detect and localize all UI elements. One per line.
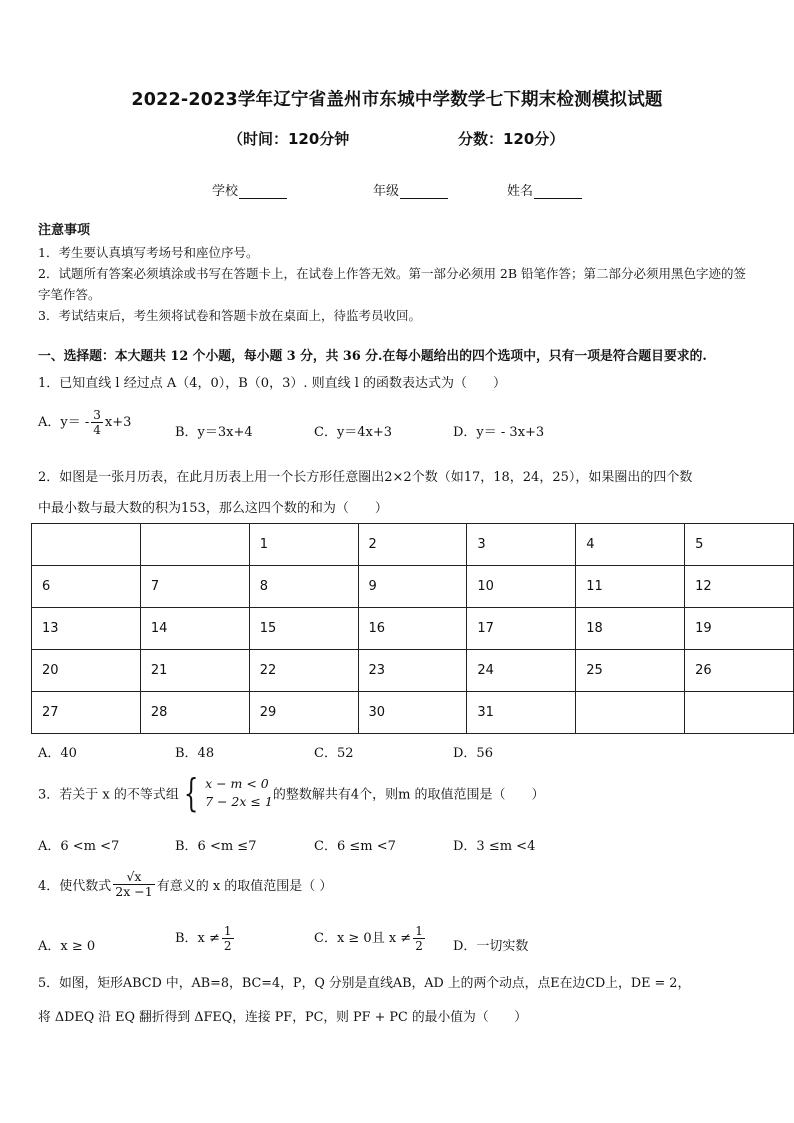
q3-option-c: C．6 ≤m <7 [314,839,396,854]
q1-option-c: C．y＝4x+3 [314,425,393,440]
calendar-row [32,650,794,692]
calendar-cell: 24 [467,650,576,692]
q2-option-c: C．52 [314,746,354,761]
name-label: 姓名 [507,184,534,199]
calendar-cell [685,692,794,734]
calendar-cell: 31 [467,692,576,734]
question-2-stem-line1: 2．如图是一张月历表，在此月历表上用一个长方形任意圈出2×2个数（如17，18，24，25），如果圈出的四个数 [38,470,693,485]
calendar-row [32,692,794,734]
calendar-cell: 19 [685,608,794,650]
q4-option-a: A．x ≥ 0 [38,939,96,954]
grade-label: 年级 [373,184,400,199]
q2-option-a: A．40 [38,746,77,761]
inequality-1: x − m < 0 [205,776,269,791]
q3-option-d: D．3 ≤m <4 [453,839,536,854]
calendar-cell: 27 [32,692,141,734]
name-field [507,180,582,199]
calendar-row [32,524,794,566]
calendar-cell [140,524,249,566]
question-3-stem [38,771,545,815]
calendar-cell: 4 [576,524,685,566]
calendar-cell: 15 [249,608,358,650]
q4-c-denominator: 2 [415,939,423,953]
calendar-cell: 13 [32,608,141,650]
calendar-cell: 9 [358,566,467,608]
calendar-cell: 1 [249,524,358,566]
q3-stem-suffix: 的整数解共有4个，则m 的取值范围是（ ） [272,787,545,803]
notes-title: 注意事项 [38,223,91,238]
q1-a-numerator: 3 [93,408,101,422]
q4-stem-suffix: 有意义的 x 的取值范围是（ ） [156,879,333,894]
q4-c-fraction [413,924,425,953]
q4-numerator: √x [113,870,154,885]
question-5-line1: 5．如图，矩形ABCD 中，AB=8，BC=4，P，Q 分别是直线AB，AD 上的两个动点，点E在边CD上，DE = 2， [38,976,691,991]
q1-a-fraction [91,408,103,437]
calendar-cell: 2 [358,524,467,566]
calendar-row [32,566,794,608]
name-blank [534,185,582,199]
q4-option-b [175,924,236,953]
calendar-cell: 11 [576,566,685,608]
q1-a-denominator: 4 [93,423,101,437]
q4-b-denominator: 2 [223,939,232,953]
calendar-cell: 29 [249,692,358,734]
question-4-stem [38,870,332,899]
calendar-cell: 30 [358,692,467,734]
calendar-cell: 7 [140,566,249,608]
calendar-cell: 21 [140,650,249,692]
exam-title: 2022-2023学年辽宁省盖州市东城中学数学七下期末检测模拟试题 [131,90,663,110]
question-1-stem: 1．已知直线 l 经过点 A（4，0），B（0，3）. 则直线 l 的函数表达式为（ ） [38,376,507,391]
inequality-2: 7 − 2x ≤ 1 [205,794,273,809]
q4-denominator: 2x −1 [115,884,153,899]
calendar-cell [576,692,685,734]
note-item: 2．试题所有答案必须填涂或书写在答题卡上，在试卷上作答无效。第一部分必须用 2B 铅笔作答；第二部分必须用黑色字迹的签字笔作答。 [38,266,747,302]
q4-fraction [113,870,154,899]
calendar-cell [32,524,141,566]
q2-option-b: B．48 [175,746,215,761]
calendar-cell: 23 [358,650,467,692]
school-label: 学校 [212,184,239,199]
q1-option-b: B．y＝3x+4 [175,425,253,440]
time-limit: （时间：120分钟 [228,130,350,148]
inequality-system [205,775,273,811]
q4-option-d: D．一切实数 [453,939,529,954]
calendar-cell: 14 [140,608,249,650]
school-blank [239,185,287,199]
calendar-cell: 3 [467,524,576,566]
q1-option-d: D．y＝ - 3x+3 [453,425,545,440]
brace-icon: { [183,771,199,815]
question-2-stem-line2: 中最小数与最大数的积为153，那么这四个数的和为（ ） [38,501,388,516]
q3-stem-prefix: 3．若关于 x 的不等式组 [38,787,179,803]
note-item: 1．考生要认真填写考场号和座位序号。 [38,245,259,260]
q4-b-fraction [222,924,234,953]
q4-b-prefix: B．x ≠ [175,931,220,946]
calendar-cell: 10 [467,566,576,608]
calendar-cell: 28 [140,692,249,734]
q2-option-d: D．56 [453,746,493,761]
calendar-cell: 8 [249,566,358,608]
calendar-cell: 25 [576,650,685,692]
grade-field [373,180,448,199]
note-item: 3．考试结束后，考生须将试卷和答题卡放在桌面上，待监考员收回。 [38,308,421,323]
q4-stem-prefix: 4．使代数式 [38,879,112,894]
calendar-cell: 6 [32,566,141,608]
q3-option-b: B．6 <m ≤7 [175,839,257,854]
calendar-cell: 18 [576,608,685,650]
q4-c-prefix: C．x ≥ 0且 x ≠ [314,931,412,946]
question-5-line2: 将 ΔDEQ 沿 EQ 翻折得到 ΔFEQ，连接 PF，PC，则 PF + PC 的最小值为（ ） [38,1010,528,1025]
total-score: 分数：120分） [458,130,565,148]
calendar-cell: 5 [685,524,794,566]
school-field [212,180,287,199]
section-heading: 一、选择题：本大题共 12 个小题，每小题 3 分，共 36 分.在每小题给出的四个选项中，只有一项是符合题目要求的. [38,349,707,364]
calendar-row [32,608,794,650]
q4-c-numerator: 1 [415,924,423,938]
calendar-cell: 16 [358,608,467,650]
grade-blank [400,185,448,199]
q1-a-suffix: x+3 [104,415,132,430]
calendar-table [31,523,794,734]
calendar-cell: 22 [249,650,358,692]
q3-option-a: A．6 <m <7 [38,839,120,854]
calendar-cell: 20 [32,650,141,692]
q4-option-c [314,924,427,953]
q1-a-prefix: A．y＝ - [38,415,90,430]
q1-option-a [38,408,131,437]
q4-b-numerator: 1 [223,924,232,938]
calendar-cell: 26 [685,650,794,692]
calendar-cell: 17 [467,608,576,650]
calendar-cell: 12 [685,566,794,608]
